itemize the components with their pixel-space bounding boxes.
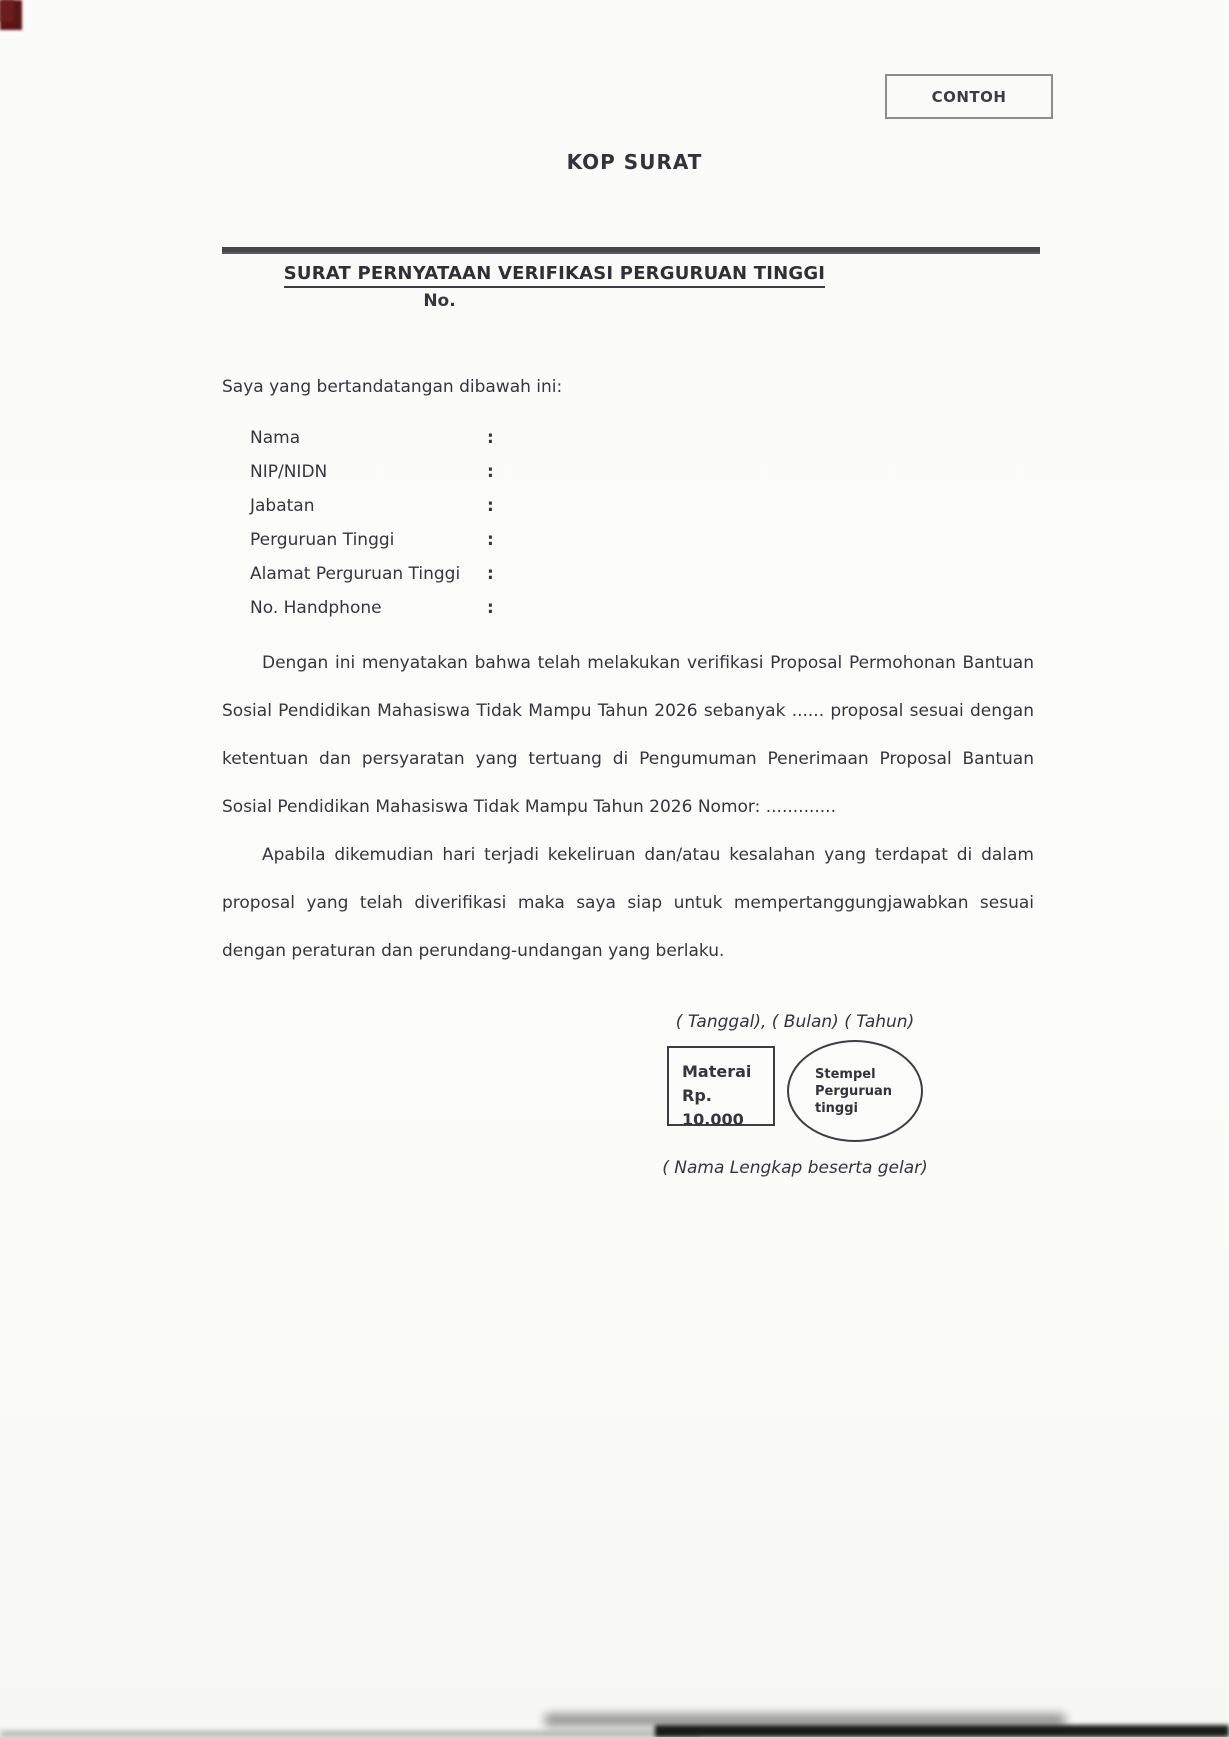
field-row-perguruan-tinggi — [250, 523, 1229, 557]
stamp-line: Perguruan — [815, 1083, 893, 1099]
signature-name-line: ( Nama Lengkap beserta gelar) — [662, 1158, 928, 1178]
document-number-label: No. — [423, 291, 456, 311]
scan-artifact-smear — [655, 1725, 1229, 1737]
opening-statement: Saya yang bertandatangan dibawah ini: — [222, 377, 563, 397]
field-row-alamat-perguruan-tinggi — [250, 557, 1229, 591]
field-row-nama — [250, 421, 1229, 455]
materai-label: Materai — [682, 1062, 752, 1081]
letterhead-placeholder: KOP SURAT — [566, 150, 703, 174]
stamp-line: tinggi — [815, 1100, 858, 1116]
field-colon: : — [487, 564, 494, 584]
field-label: NIP/NIDN — [250, 462, 328, 482]
signature-block — [600, 1012, 990, 1178]
header-divider — [222, 247, 1040, 254]
field-row-no-handphone — [250, 591, 1229, 625]
field-row-nip-nidn — [250, 455, 1229, 489]
field-row-jabatan — [250, 489, 1229, 523]
field-colon: : — [487, 530, 494, 550]
contoh-stamp-box — [885, 74, 1053, 119]
field-label: Alamat Perguruan Tinggi — [250, 564, 461, 584]
stamp-circle-text — [789, 1066, 892, 1117]
materai-box — [667, 1046, 775, 1129]
field-colon: : — [487, 428, 494, 448]
field-label: Nama — [250, 428, 301, 448]
field-label: No. Handphone — [250, 598, 382, 618]
body-paragraph-1: Dengan ini menyatakan bahwa telah melakukan verifikasi Proposal Permohonan Bantuan Sosial Pendidikan Mahasiswa Tidak Mampu Tahun 2026 sebanyak ...... proposal sesuai dengan ketentuan dan persyaratan yang tertuang di Pengumuman Penerimaan Proposal Bantuan Sosial Pendidikan Mahasiswa Tidak Mampu Tahun 2026 Nomor: ............. — [222, 653, 1034, 817]
signature-date-line: ( Tanggal), ( Bulan) ( Tahun) — [675, 1012, 915, 1032]
body-paragraph-2: Apabila dikemudian hari terjadi kekeliruan dan/atau kesalahan yang terdapat di dalam proposal yang telah diverifikasi maka saya siap untuk mempertanggungjawabkan sesuai dengan peraturan dan perundang-undangan yang berlaku. — [222, 845, 1034, 961]
contoh-stamp-label: CONTOH — [931, 87, 1007, 106]
stamp-line: Stempel — [815, 1066, 876, 1082]
field-colon: : — [487, 496, 494, 516]
title-block — [0, 263, 1229, 311]
field-label: Perguruan Tinggi — [250, 530, 395, 550]
field-colon: : — [487, 598, 494, 618]
field-label: Jabatan — [250, 496, 315, 516]
materai-amount: Rp. 10.000 — [682, 1086, 744, 1129]
field-colon: : — [487, 462, 494, 482]
document-title: SURAT PERNYATAAN VERIFIKASI PERGURUAN TINGGI — [284, 263, 825, 288]
stamp-circle — [787, 1040, 923, 1142]
scan-artifact-red-mark — [0, 0, 14, 22]
identity-fields — [250, 421, 1229, 625]
scan-artifact-smear — [0, 1731, 700, 1737]
stamp-row — [600, 1046, 990, 1142]
